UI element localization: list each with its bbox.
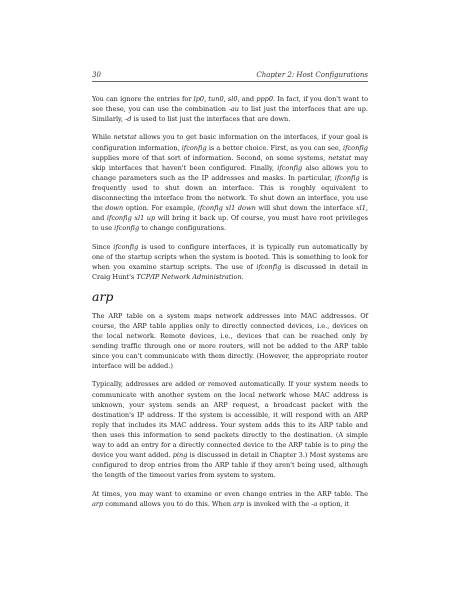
text-run: is discussed in detail in Craig Hunt's [92, 262, 369, 281]
italic-term: ifconfig xl1 up [106, 214, 156, 223]
text-run: , [223, 95, 228, 103]
italic-term: ifconfig [334, 173, 360, 182]
text-run: The ARP table on a system maps network addresses into MAC addresses. Of course, the ARP table applies only to directly connected devices, i.e., devices on the local network. Remote devices, i.e., devices that can be reached only by sending traffic through one or more routers, will not be added to the ARP table since you can't communicate with them directly. (However, the appropriate router interface will be added.) [92, 311, 368, 371]
text-run: supplies more of that sort of information. Second, on some systems, [92, 153, 329, 162]
italic-term: ifconfig [113, 242, 139, 251]
page-number: 30 [92, 71, 101, 79]
paragraph [92, 489, 368, 509]
italic-term: ifconfig [342, 143, 368, 152]
text-run: Typically, addresses are added or removed automatically. If your system needs to communicate with another system on the local network whose MAC address is unknown, your system sends an ARP request, a broadcast packet with the destination's IP address. If the system is accessible, it will respond with an ARP reply that includes its MAC address. Your system adds this to its ARP table and then uses this information to send packets directly to the destination. (A simple way to add an entry for a directly connected device to the ARP table is to [92, 380, 368, 449]
paragraph [92, 311, 368, 372]
italic-term: ping [340, 440, 356, 449]
text-run: option. For example, [123, 204, 198, 213]
text-run: will bring it back up. Of course, you must have root privileges to use [92, 214, 368, 233]
text-run: Since [92, 242, 114, 251]
text-run: is used to configure interfaces, it is typically run automatically by one of the startup scripts when the system is booted. This is something to look for when you examine startup scripts. The use of [92, 242, 368, 271]
text-run: While [92, 133, 114, 142]
text-run: option, it [317, 499, 350, 508]
text-run: , and [237, 95, 257, 103]
intro-section [92, 94, 368, 282]
text-run: command allows you to do this. When [103, 499, 233, 508]
italic-term: netstat [113, 133, 137, 142]
italic-term: ping [172, 451, 188, 460]
arp-section [92, 311, 368, 509]
paragraph [92, 379, 368, 480]
italic-term: ifconfig [256, 262, 282, 271]
text-run: is frequently used to shut down an interface. This is roughly equivalent to disconnecting the interface from the network. To shut down an interface, you use the [92, 173, 368, 213]
text-run: to change configurations. [139, 224, 227, 233]
italic-term: ppp0 [256, 95, 274, 103]
italic-term: xl1 [355, 204, 366, 213]
text-run: is discussed in detail in Chapter 3.) Most systems are configured to drop entries from the ARP table if they aren't being used, although the length of the timeout varies from system to system. [92, 451, 368, 480]
italic-term: -au [228, 105, 240, 114]
text-run: is invoked with the [244, 499, 312, 508]
italic-term: ifconfig [277, 163, 303, 172]
header-rule [92, 81, 368, 82]
text-run: to list just the interfaces that are up. Similarly, [92, 105, 369, 124]
text-run: is used to list just the interfaces that are down. [131, 115, 291, 124]
italic-term: -d [125, 115, 132, 124]
section-heading: arp [92, 289, 114, 305]
italic-term: arp [92, 499, 104, 508]
italic-term: down [105, 204, 124, 213]
italic-term: tun0 [208, 95, 224, 103]
italic-term: lp0 [193, 95, 205, 103]
italic-term: ifconfig [181, 143, 207, 152]
text-run: will shut down the interface [255, 204, 356, 213]
italic-term: arp [233, 499, 245, 508]
paragraph [92, 242, 368, 282]
body-text [92, 94, 368, 517]
text-run: . [241, 272, 244, 281]
paragraph [92, 94, 368, 124]
italic-term: sl0 [227, 95, 238, 103]
text-run: You can ignore the entries for [92, 95, 194, 103]
text-run: also allows you to change parameters such as the IP addresses and masks. In particular, [92, 163, 368, 182]
text-run: is a better choice. First, as you can see, [206, 143, 343, 152]
text-run: allows you to get basic information on the interfaces, if your goal is configuration information, [92, 133, 368, 152]
text-run: , and [92, 204, 368, 223]
italic-term: netstat [328, 153, 352, 162]
text-run: may skip interfaces that haven't been configured. Finally, [92, 153, 368, 172]
chapter-title: Chapter 2: Host Configurations [256, 71, 368, 79]
running-header [92, 71, 368, 79]
text-run: At times, you may want to examine or even change entries in the ARP table. The [92, 489, 368, 498]
italic-term: ifconfig [114, 224, 140, 233]
text-run: the device you want added. [92, 440, 368, 460]
italic-term: TCP/IP Network Administration [136, 272, 242, 281]
text-run: . In fact, if you don't want to see these, you can use the combination [92, 95, 369, 114]
italic-term: ifconfig xl1 down [197, 204, 256, 213]
italic-term: -a [311, 499, 318, 508]
paragraph [92, 132, 368, 233]
text-run: , [204, 95, 209, 103]
